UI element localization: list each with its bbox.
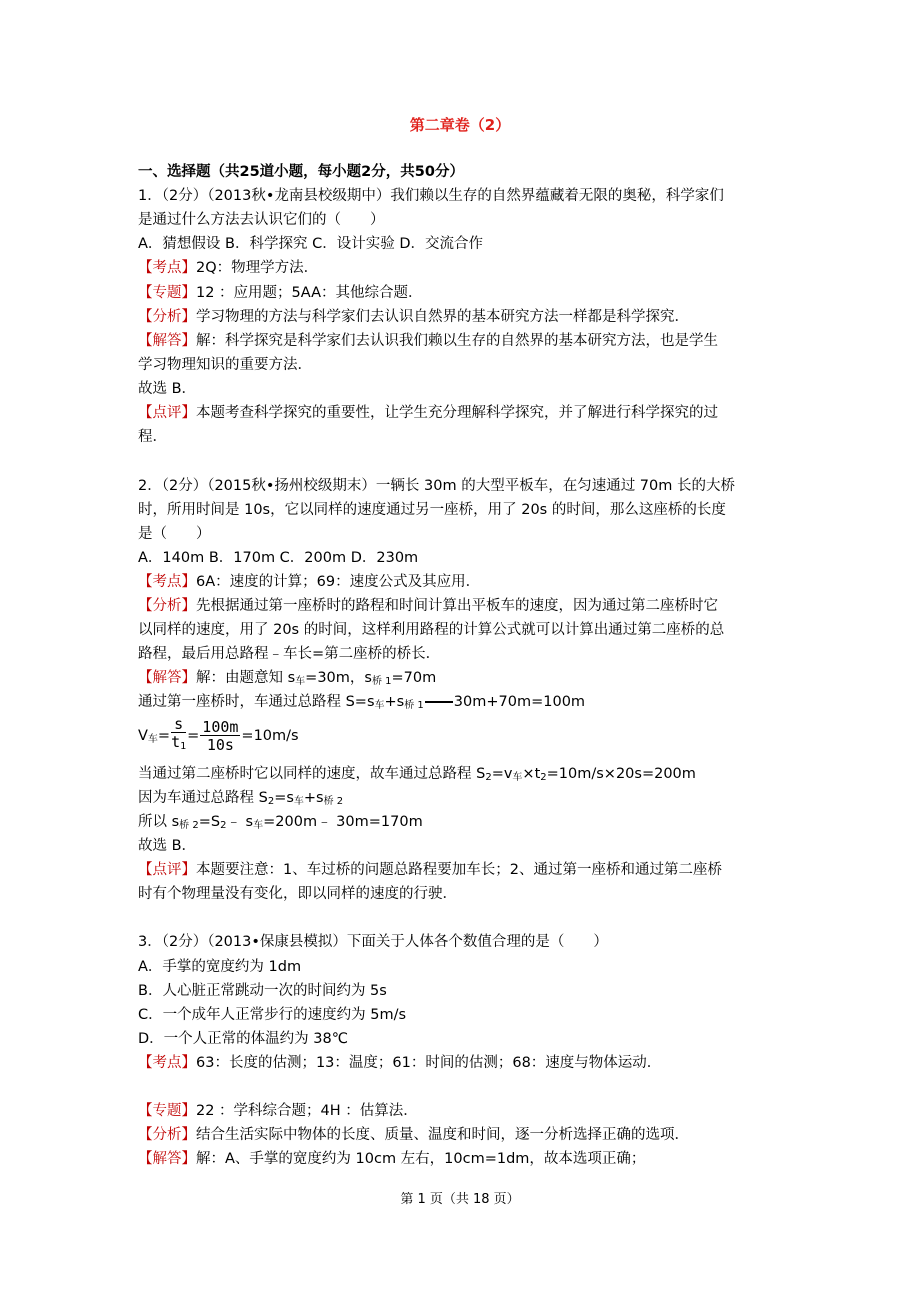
- q1-jieda: 【解答】解：科学探究是科学家们去认识我们赖以生存的自然界的基本研究方法，也是学生: [138, 333, 718, 349]
- q3-kaodian: 【考点】63：长度的估测；13：温度；61：时间的估测；68：速度与物体运动．: [138, 1055, 662, 1071]
- q2-stem-line3: 是（ ）: [138, 526, 211, 542]
- fraction-s-over-t1: $\frac{s}{t_1}$: [171, 715, 187, 752]
- page-title: 第二章卷（2）: [409, 116, 511, 134]
- equals-bar: [425, 701, 453, 703]
- q1-dianping: 【点评】本题考查科学探究的重要性，让学生充分理解科学探究，并了解进行科学探究的过: [138, 405, 718, 421]
- jieda-tag: 【解答】: [138, 333, 196, 349]
- kaodian-tag: 【考点】: [138, 260, 196, 276]
- q1-stem-line2: 是通过什么方法去认识它们的（ ）: [138, 212, 385, 228]
- q3-option-b: B．人心脏正常跳动一次的时间约为 5s: [138, 983, 387, 999]
- q2-because: 因为车通过总路程 $S_2=s_车+s_{桥 2}$: [138, 790, 344, 807]
- q2-choose: 故选 B．: [138, 838, 197, 854]
- section-heading: 一、选择题（共25道小题，每小题2分，共50分）: [138, 164, 464, 180]
- q3-jieda: 【解答】解：A、手掌的宽度约为 10cm 左右，10cm=1dm，故本选项正确；: [138, 1151, 646, 1167]
- q1-zhuanti: 【专题】12 ：应用题；5AA：其他综合题．: [138, 285, 423, 301]
- q3-option-d: D．一个人正常的体温约为 38℃: [138, 1031, 349, 1047]
- q2-fenxi: 【分析】先根据通过第一座桥时的路程和时间计算出平板车的速度，因为通过第二座桥时它: [138, 598, 718, 614]
- q1-choose: 故选 B．: [138, 381, 197, 397]
- q2-velocity-formula: $V_车=$ $\frac{s}{t_1}$ = $\frac{100m}{10s}$ =10m/s: [138, 716, 299, 758]
- q2-fenxi-line3: 路程，最后用总路程﹣车长=第二座桥的桥长．: [138, 646, 441, 662]
- q1-jieda-line2: 学习物理知识的重要方法．: [138, 357, 312, 373]
- q2-stem-line1: 2．（2分）（2015秋•扬州校级期末）一辆长 30m 的大型平板车，在匀速通过 70m 长的大桥: [138, 478, 735, 494]
- zhuanti-tag: 【专题】: [138, 285, 196, 301]
- q1-options: A．猜想假设 B．科学探究 C．设计实验 D．交流合作: [138, 236, 483, 252]
- dianping-tag: 【点评】: [138, 405, 196, 421]
- q2-kaodian: 【考点】6A：速度的计算；69：速度公式及其应用．: [138, 574, 481, 590]
- q2-stem-line2: 时，所用时间是 10s，它以同样的速度通过另一座桥，用了 20s 的时间，那么这座桥的长度: [138, 502, 726, 518]
- q3-zhuanti: 【专题】22 ：学科综合题；4H ：估算法．: [138, 1103, 418, 1119]
- q2-jieda: 【解答】解：由题意知 $s_车=30m$，$s_{桥 1}=70m$: [138, 670, 437, 687]
- fenxi-tag: 【分析】: [138, 309, 196, 325]
- fraction-100m-over-10s: $\frac{100m}{10s}$: [202, 717, 239, 754]
- q1-dianping-line2: 程．: [138, 429, 167, 445]
- q1-fenxi: 【分析】学习物理的方法与科学家们去认识自然界的基本研究方法一样都是科学探究．: [138, 309, 689, 325]
- q3-option-a: A．手掌的宽度约为 1dm: [138, 959, 302, 975]
- q2-dianping: 【点评】本题要注意：1、车过桥的问题总路程要加车长；2、通过第一座桥和通过第二座桥: [138, 862, 722, 878]
- q1-kaodian: 【考点】2Q：物理学方法．: [138, 260, 319, 276]
- q2-so: 所以 $s_{桥 2}=S_2﹣$ $s_车=200m﹣$ 30m=170m: [138, 814, 423, 831]
- q2-total-distance-1: 通过第一座桥时，车通过总路程 $S=s_车+s_{桥 1}$ 30m+70m=100m: [138, 694, 586, 711]
- q2-options: A．140m B．170m C．200m D．230m: [138, 550, 419, 566]
- q2-dianping-line2: 时有个物理量没有变化，即以同样的速度的行驶．: [138, 886, 457, 902]
- q2-total-distance-2: 当通过第二座桥时它以同样的速度，故车通过总路程 $S_2=v_车\times t_2=10m/s\times 20s=200m$: [138, 766, 696, 783]
- q3-fenxi: 【分析】结合生活实际中物体的长度、质量、温度和时间，逐一分析选择正确的选项．: [138, 1127, 689, 1143]
- page-footer: 第 1 页（共 18 页）: [400, 1192, 520, 1207]
- q2-fenxi-line2: 以同样的速度，用了 20s 的时间，这样利用路程的计算公式就可以计算出通过第二座桥的总: [138, 622, 725, 638]
- q3-stem: 3．（2分）（2013•保康县模拟）下面关于人体各个数值合理的是（ ）: [138, 934, 608, 950]
- q3-option-c: C．一个成年人正常步行的速度约为 5m/s: [138, 1007, 407, 1023]
- q1-stem-line1: 1．（2分）（2013秋•龙南县校级期中）我们赖以生存的自然界蕴藏着无限的奥秘，科学家们: [138, 188, 724, 204]
